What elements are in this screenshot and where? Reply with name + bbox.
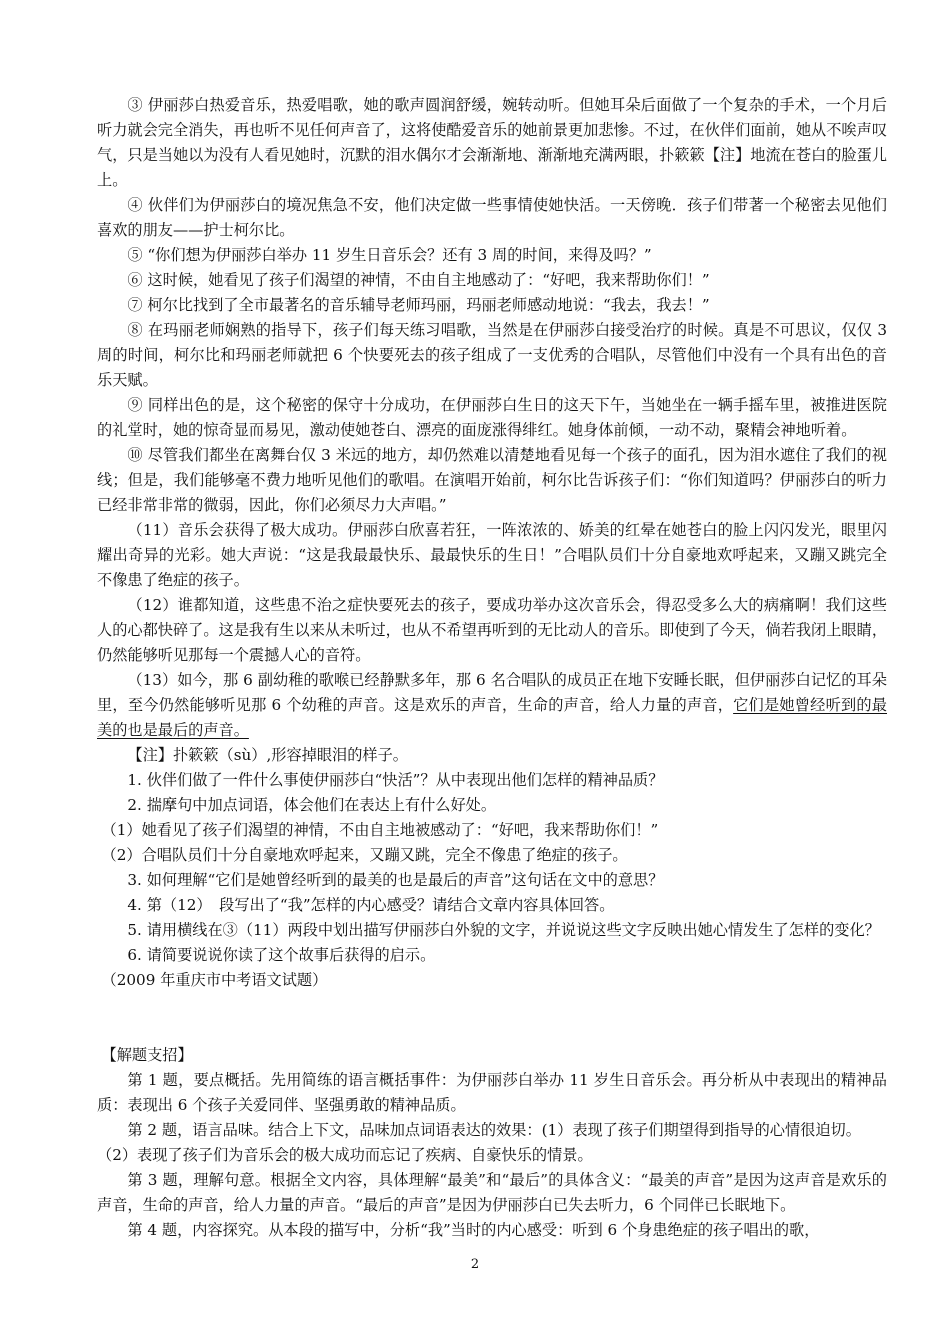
story-paragraph-13	[97, 668, 887, 743]
underlined-sentence: 它们是她曾经听到的最美的也是最后的声音。	[97, 696, 887, 739]
question-source: （2009 年重庆市中考语文试题）	[101, 971, 328, 989]
footnote: 【注】扑簌簌（sù）,形容掉眼泪的样子。	[127, 746, 408, 764]
document-body	[97, 93, 887, 1243]
solution-3: 第 3 题，理解句意。根据全文内容，具体理解“最美”和“最后”的具体含义：“最美的声音”是因为这声音是欢乐的声音，生命的声音，给人力量的声音。“最后的声音”是因为伊丽莎白已失去听力，6 个同伴已长眠地下。	[97, 1171, 887, 1214]
story-paragraph-4: ④ 伙伴们为伊丽莎白的境况焦急不安，他们决定做一些事情使她快活。一天傍晚．孩子们带著一个秘密去见他们喜欢的朋友——护士柯尔比。	[97, 196, 887, 239]
question-2: 2. 揣摩句中加点词语，体会他们在表达上有什么好处。	[127, 796, 497, 814]
story-paragraph-13-text: （13）如今，那 6 副幼稚的歌喉已经静默多年，那 6 名合唱队的成员正在地下安睡长眠，但伊丽莎白记忆的耳朵里，至今仍然能够听见那 6 个幼稚的声音。这是欢乐的声音，生命的声音，给人力量的声音，	[97, 671, 887, 714]
question-2-sentence-1: （1）她看见了孩子们渴望的神情，不由自主地被感动了：“好吧，我来帮助你们！”	[101, 821, 659, 839]
question-6: 6. 请简要说说你读了这个故事后获得的启示。	[127, 946, 436, 964]
story-paragraph-3: ③ 伊丽莎白热爱音乐，热爱唱歌，她的歌声圆润舒缓，婉转动听。但她耳朵后面做了一个复杂的手术，一个月后听力就会完全消失，再也听不见任何声音了，这将使酷爱音乐的她前景更加悲惨。不过，在伙伴们面前，她从不唉声叹气，只是当她以为没有人看见她时，沉默的泪水偶尔才会渐渐地、渐渐地充满两眼，扑簌簌【注】地流在苍白的脸蛋儿上。	[97, 96, 887, 189]
solution-2-continued: （2）表现了孩子们为音乐会的极大成功而忘记了疾病、自豪快乐的情景。	[97, 1146, 593, 1164]
question-2-sentence-2: （2）合唱队员们十分自豪地欢呼起来，又蹦又跳，完全不像患了绝症的孩子。	[101, 846, 628, 864]
story-paragraph-8: ⑧ 在玛丽老师娴熟的指导下，孩子们每天练习唱歌，当然是在伊丽莎白接受治疗的时候。真是不可思议，仅仅 3 周的时间，柯尔比和玛丽老师就把 6 个快要死去的孩子组成了一支优秀的合唱队，尽管他们中没有一个具有出色的音乐天赋。	[97, 321, 887, 389]
page-number: 2	[470, 1257, 480, 1272]
story-paragraph-11: （11）音乐会获得了极大成功。伊丽莎白欣喜若狂，一阵浓浓的、娇美的红晕在她苍白的脸上闪闪发光，眼里闪耀出奇异的光彩。她大声说：“这是我最最快乐、最最快乐的生日！”合唱队员们十分自豪地欢呼起来，又蹦又跳完全不像患了绝症的孩子。	[97, 521, 887, 589]
solution-2: 第 2 题，语言品味。结合上下文，品味加点词语表达的效果：(1）表现了孩子们期望得到指导的心情很迫切。	[127, 1121, 861, 1139]
story-paragraph-12: （12）谁都知道，这些患不治之症快要死去的孩子，要成功举办这次音乐会，得忍受多么大的病痛啊！我们这些人的心都快碎了。这是我有生以来从未听过，也从不希望再听到的无比动人的音乐。即使到了今天，倘若我闭上眼睛，仍然能够听见那每一个震撼人心的音符。	[97, 596, 887, 664]
question-5: 5. 请用横线在③（11）两段中划出描写伊丽莎白外貌的文字，并说说这些文字反映出她心情发生了怎样的变化？	[127, 921, 880, 939]
story-paragraph-7: ⑦ 柯尔比找到了全市最著名的音乐辅导老师玛丽，玛丽老师感动地说：“我去，我去！”	[127, 296, 710, 314]
question-1: 1. 伙伴们做了一件什么事使伊丽莎白“快活”？从中表现出他们怎样的精神品质？	[127, 771, 664, 789]
story-paragraph-9: ⑨ 同样出色的是，这个秘密的保守十分成功，在伊丽莎白生日的这天下午，当她坐在一辆手摇车里，被推进医院的礼堂时，她的惊奇显而易见，激动使她苍白、漂亮的面庞涨得绯红。她身体前倾，一动不动，聚精会神地听着。	[97, 396, 887, 439]
story-paragraph-5: ⑤ “你们想为伊丽莎白举办 11 岁生日音乐会？还有 3 周的时间，来得及吗？”	[127, 246, 652, 264]
story-paragraph-10: ⑩ 尽管我们都坐在离舞台仅 3 米远的地方，却仍然难以清楚地看见每一个孩子的面孔，因为泪水遮住了我们的视线；但是，我们能够毫不费力地听见他们的歌唱。在演唱开始前，柯尔比告诉孩子们：“你们知道吗？伊丽莎白的听力已经非常非常的微弱，因此，你们必须尽力大声唱。”	[97, 446, 887, 514]
question-4: 4. 第（12） 段写出了“我”怎样的内心感受？请结合文章内容具体回答。	[127, 896, 615, 914]
solution-heading: 【解题支招】	[101, 1046, 193, 1064]
solution-4: 第 4 题，内容探究。从本段的描写中，分析“我”当时的内心感受：听到 6 个身患绝症的孩子唱出的歌，	[127, 1221, 820, 1239]
section-gap	[97, 993, 887, 1043]
story-paragraph-6: ⑥ 这时候，她看见了孩子们渴望的神情，不由自主地感动了：“好吧，我来帮助你们！”	[127, 271, 710, 289]
question-3: 3. 如何理解“它们是她曾经听到的最美的也是最后的声音”这句话在文中的意思？	[127, 871, 664, 889]
solution-1: 第 1 题，要点概括。先用简练的语言概括事件：为伊丽莎白举办 11 岁生日音乐会。再分析从中表现出的精神品质：表现出 6 个孩子关爱同伴、坚强勇敢的精神品质。	[97, 1071, 887, 1114]
